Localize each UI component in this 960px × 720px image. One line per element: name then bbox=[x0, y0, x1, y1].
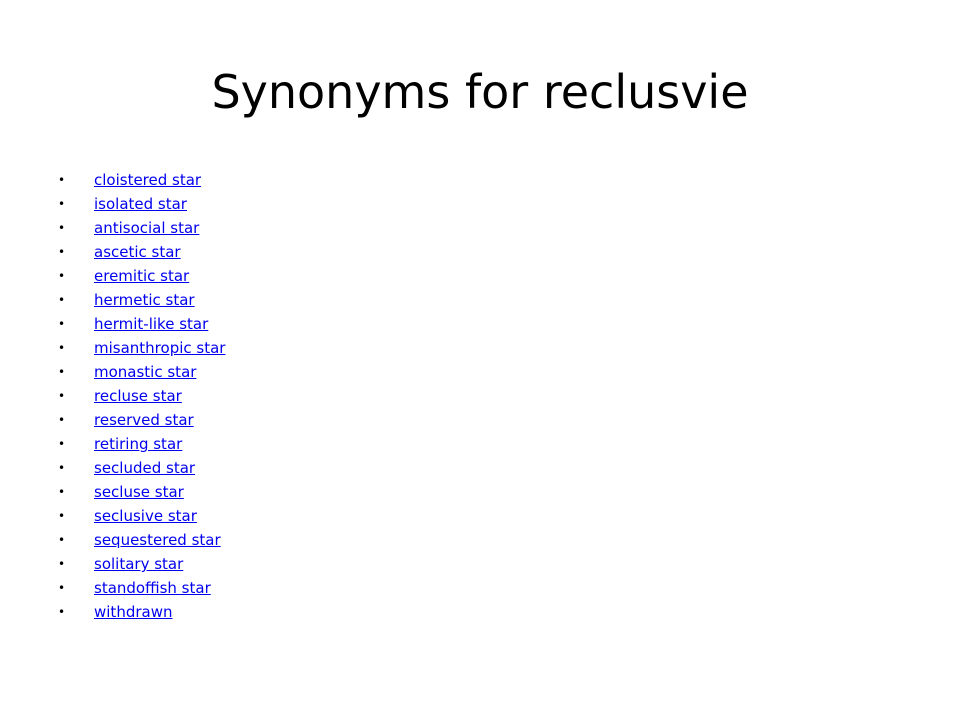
bullet-icon: • bbox=[58, 269, 66, 283]
bullet-icon: • bbox=[58, 365, 66, 379]
synonym-link[interactable]: hermetic star bbox=[94, 291, 195, 309]
bullet-icon: • bbox=[58, 293, 66, 307]
bullet-icon: • bbox=[58, 461, 66, 475]
bullet-icon: • bbox=[58, 485, 66, 499]
synonym-link[interactable]: retiring star bbox=[94, 435, 183, 453]
bullet-icon: • bbox=[58, 413, 66, 427]
bullet-icon: • bbox=[58, 221, 66, 235]
bullet-icon: • bbox=[58, 605, 66, 619]
synonym-link[interactable]: secluded star bbox=[94, 459, 196, 477]
bullet-icon: • bbox=[58, 509, 66, 523]
synonym-link[interactable]: seclusive star bbox=[94, 507, 197, 525]
synonym-link[interactable]: misanthropic star bbox=[94, 339, 226, 357]
synonym-link[interactable]: cloistered star bbox=[94, 171, 202, 189]
synonym-link[interactable]: solitary star bbox=[94, 555, 184, 573]
synonym-link[interactable]: withdrawn bbox=[94, 603, 173, 621]
bullet-icon: • bbox=[58, 557, 66, 571]
synonym-link[interactable]: secluse star bbox=[94, 483, 184, 501]
synonym-link[interactable]: hermit-like star bbox=[94, 315, 209, 333]
bullet-icon: • bbox=[58, 533, 66, 547]
synonym-link[interactable]: ascetic star bbox=[94, 243, 181, 261]
synonym-link[interactable]: sequestered star bbox=[94, 531, 221, 549]
bullet-icon: • bbox=[58, 197, 66, 211]
synonym-link[interactable]: antisocial star bbox=[94, 219, 200, 237]
synonym-link[interactable]: reserved star bbox=[94, 411, 194, 429]
bullet-icon: • bbox=[58, 437, 66, 451]
slide-title: Synonyms for reclusvie bbox=[211, 65, 749, 119]
synonym-link[interactable]: eremitic star bbox=[94, 267, 190, 285]
bullet-icon: • bbox=[58, 245, 66, 259]
synonym-link[interactable]: isolated star bbox=[94, 195, 187, 213]
bullet-icon: • bbox=[58, 389, 66, 403]
bullet-icon: • bbox=[58, 581, 66, 595]
synonym-link[interactable]: standoffish star bbox=[94, 579, 211, 597]
synonym-link[interactable]: monastic star bbox=[94, 363, 197, 381]
bullet-icon: • bbox=[58, 317, 66, 331]
bullet-icon: • bbox=[58, 341, 66, 355]
synonym-link[interactable]: recluse star bbox=[94, 387, 182, 405]
bullet-icon: • bbox=[58, 173, 66, 187]
